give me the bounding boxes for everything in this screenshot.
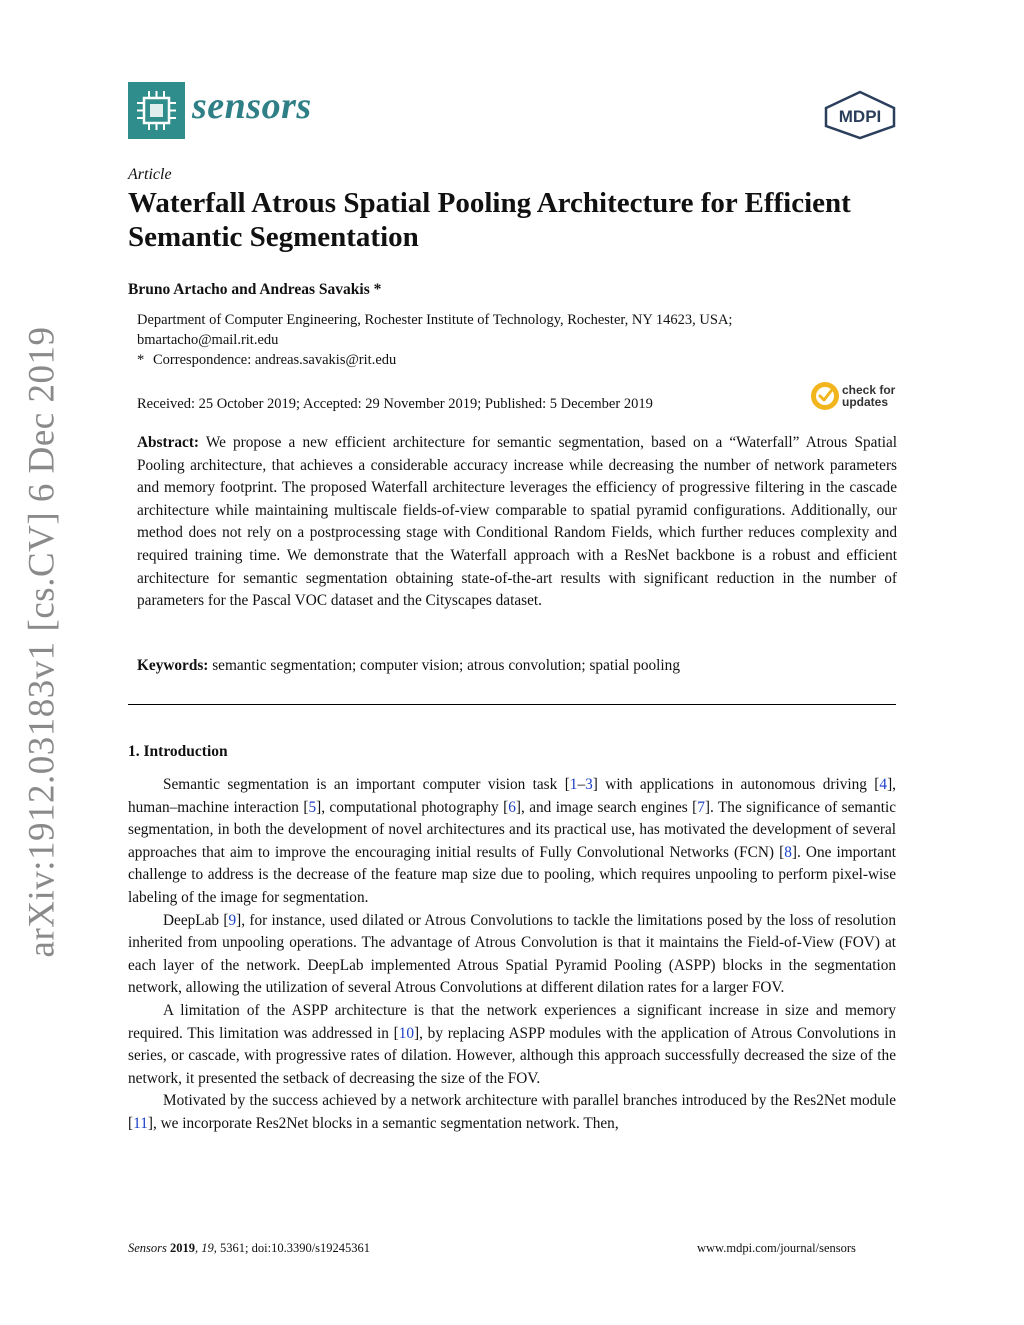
paragraph: [128, 910, 896, 1000]
text-run: Semantic segmentation is an important computer vision task [: [163, 776, 570, 793]
mdpi-logo-icon: [824, 90, 896, 145]
text-run: ]. One important challenge to address is the decrease of the feature map size due to pooling, which requires unpooling to perform pixel-wise labeling of the image for segmentation.: [128, 843, 896, 906]
citation-link[interactable]: 5: [308, 798, 317, 816]
paragraph: [128, 774, 896, 910]
text-run: ], for instance, used dilated or Atrous Convolutions to tackle the limitations posed by the loss of resolution inherited from unpooling operations. The advantage of Atrous Convolution is that it maintains the Field-of-View (FOV) at each layer of the network. DeepLab implemented Atrous Spatial Pyramid Pooling (ASPP) blocks in the segmentation network, allowing the utilization of several Atrous Convolutions at different dilation rates for a larger FOV.: [128, 911, 896, 997]
citation-link[interactable]: 8: [784, 843, 792, 861]
text-run: ], human–machine interaction [: [128, 776, 896, 816]
journal-logo-icon: [128, 82, 185, 139]
footer-doi: , 5361; doi:10.3390/s19245361: [213, 1241, 371, 1255]
section-divider: [128, 704, 896, 705]
correspondence-text: Correspondence: andreas.savakis@rit.edu: [153, 352, 397, 368]
footer-journal: Sensors: [128, 1241, 167, 1255]
paper-title: Waterfall Atrous Spatial Pooling Architecture for Efficient Semantic Segmentation: [128, 187, 851, 253]
citation-link[interactable]: 1: [569, 776, 578, 793]
abstract: [137, 432, 897, 613]
citation-link[interactable]: 6: [508, 798, 516, 816]
correspondence-mark: *: [137, 352, 145, 368]
text-run: ] with applications in autonomous driving [: [592, 776, 880, 793]
citation-link[interactable]: 11: [133, 1114, 148, 1132]
article-type: Article: [128, 166, 172, 183]
text-run: ], computational photography [: [316, 798, 509, 816]
publication-dates: Received: 25 October 2019; Accepted: 29 November 2019; Published: 5 December 2019: [137, 396, 653, 412]
affiliation-line: Department of Computer Engineering, Rochester Institute of Technology, Rochester, NY 14623, USA;: [137, 312, 733, 328]
text-run: Motivated by the success achieved by a network architecture with parallel branches introduced by the Res2Net module [: [128, 1092, 896, 1132]
authors: Bruno Artacho and Andreas Savakis *: [128, 281, 382, 298]
journal-name: sensors: [192, 85, 312, 127]
citation-link[interactable]: 7: [697, 798, 705, 816]
citation-link[interactable]: 10: [398, 1024, 415, 1042]
section-heading: 1. Introduction: [128, 743, 228, 760]
abstract-label: Abstract:: [137, 434, 200, 451]
text-run: ], by replacing ASPP modules with the application of Atrous Convolutions in series, or cascade, with progressive rates of dilation. However, although this approach successfully decreased the size of the network, it presented the setback of decreasing the size of the FOV.: [128, 1024, 896, 1087]
text-run: ]. The significance of semantic segmentation, in both the development of novel architectures and its practical use, has motivated the development of several approaches that aim to improve the encouraging initial results of Fully Convolutional Networks (FCN) [: [128, 798, 897, 861]
paragraph: [128, 1090, 896, 1135]
check-updates-line1: check for: [842, 383, 896, 397]
abstract-text: We propose a new efficient architecture for semantic segmentation, based on a “Waterfall” Atrous Spatial Pooling architecture, that achieves a considerable accuracy increase while decreasing the number of network parameters and memory footprint. The proposed Waterfall architecture leverages the efficiency of progressive filtering in the cascade architecture while maintaining multiscale fields-of-view comparable to spatial pyramid configurations. Additionally, our method does not rely on a postprocessing stage with Conditional Random Fields, which further reduces complexity and required training time. We demonstrate that the Waterfall approach with a ResNet backbone is a robust and efficient architecture for semantic segmentation obtaining state-of-the-art results with significant reduction in the number of parameters for the Pascal VOC dataset and the Cityscapes dataset.: [137, 434, 897, 610]
text-run: DeepLab [: [163, 911, 229, 929]
footer-volume: 19: [201, 1241, 214, 1255]
introduction-body: [128, 774, 896, 1136]
text-run: A limitation of the ASPP architecture is that the network experiences a significant increase in size and memory required. This limitation was addressed in [: [128, 1001, 896, 1042]
citation-link[interactable]: 9: [228, 911, 237, 929]
arxiv-stamp: arXiv:1912.03183v1 [cs.CV] 6 Dec 2019: [21, 326, 63, 958]
footer-url[interactable]: www.mdpi.com/journal/sensors: [697, 1241, 856, 1255]
keywords: [137, 657, 897, 675]
check-badge-icon: [809, 380, 841, 412]
text-run: –: [577, 776, 586, 793]
keywords-label: Keywords:: [137, 657, 209, 674]
footer-year: 2019: [170, 1241, 196, 1255]
text-run: ], we incorporate Res2Net blocks in a semantic segmentation network. Then,: [147, 1114, 619, 1132]
correspondence: [137, 352, 396, 369]
publisher-name: MDPI: [838, 107, 882, 126]
check-updates-line2: updates: [842, 395, 889, 409]
keywords-text: semantic segmentation; computer vision; atrous convolution; spatial pooling: [212, 657, 680, 674]
affiliation-email: bmartacho@mail.rit.edu: [137, 332, 279, 348]
citation-link[interactable]: 3: [585, 776, 593, 793]
citation-link[interactable]: 4: [879, 776, 888, 793]
check-for-updates-label[interactable]: [842, 384, 895, 408]
text-run: ], and image search engines [: [515, 798, 698, 816]
footer-citation: Sensors 2019, 19, 5361; doi:10.3390/s19245361: [128, 1241, 371, 1255]
paragraph: [128, 1000, 896, 1090]
